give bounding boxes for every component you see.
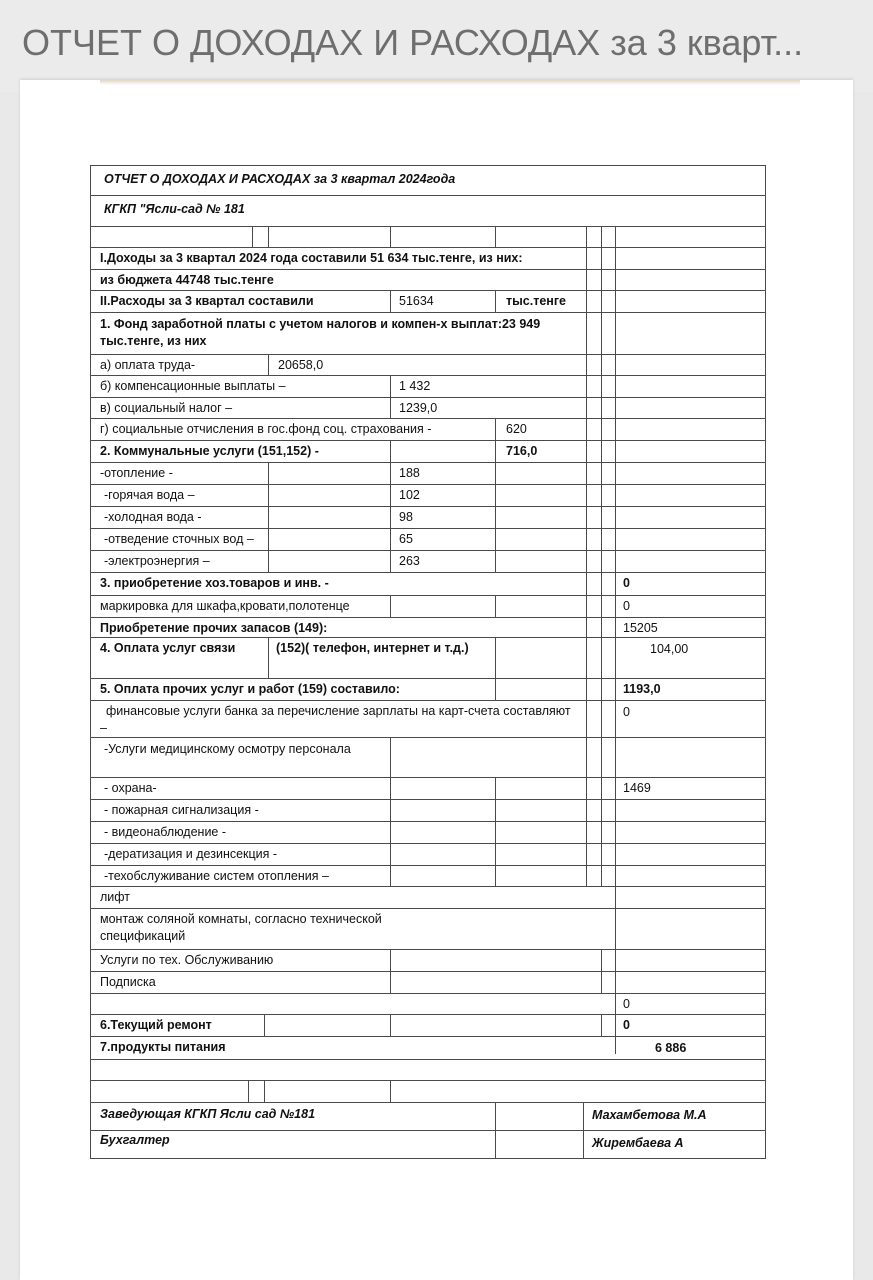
- accountant-label: Бухгалтер: [100, 1133, 170, 1147]
- social-label: г) социальные отчисления в гос.фонд соц. страхования -: [100, 422, 432, 436]
- sewer-value: 65: [399, 532, 413, 546]
- food-label: 7.продукты питания: [100, 1040, 226, 1054]
- income-line: I.Доходы за 3 квартал 2024 года составили 51 634 тыс.тенге, из них:: [100, 251, 523, 265]
- hot-water-label: -горячая вода –: [104, 488, 195, 502]
- elevator-label: лифт: [100, 890, 131, 904]
- blank-value: 0: [623, 997, 630, 1011]
- heating-value: 188: [399, 466, 420, 480]
- heating-service-label: -техобслуживание систем отопления –: [104, 869, 329, 883]
- sewer-label: -отведение сточных вод –: [104, 532, 254, 546]
- supplies-value: 15205: [623, 621, 658, 635]
- fire-alarm-label: - пожарная сигнализация -: [104, 803, 259, 817]
- social-value: 620: [506, 422, 527, 436]
- electricity-value: 263: [399, 554, 420, 568]
- communication-note: (152)( телефон, интернет и т.д.): [276, 641, 469, 655]
- security-value: 1469: [623, 781, 651, 795]
- pay-value: 20658,0: [278, 358, 324, 372]
- expenses-unit: тыс.тенге: [506, 294, 567, 308]
- bank-fees-label: финансовые услуги банка за перечисление зарплаты на карт-счета составляют –: [100, 704, 571, 735]
- payroll-line: 1. Фонд заработной платы с учетом налогов и компен-х выплат:23 949 тыс.тенге, из них: [100, 317, 541, 348]
- subscription-label: Подписка: [100, 975, 156, 989]
- bank-fees-value: 0: [623, 705, 630, 719]
- pay-label: а) оплата труда-: [100, 358, 196, 372]
- utilities-label: 2. Коммунальные услуги (151,152) -: [100, 444, 319, 458]
- supplies-label: Приобретение прочих запасов (149):: [100, 621, 328, 635]
- marking-label: маркировка для шкафа,кровати,полотенце: [100, 599, 350, 613]
- electricity-label: -электроэнергия –: [104, 554, 210, 568]
- comp-value: 1 432: [399, 379, 431, 393]
- head-label: Заведующая КГКП Ясли сад №181: [100, 1107, 316, 1121]
- video-label: - видеонаблюдение -: [104, 825, 227, 839]
- org-name: КГКП "Ясли-сад № 181: [104, 202, 245, 216]
- document-title: ОТЧЕТ О ДОХОДАХ И РАСХОДАХ за 3 кварт...: [22, 22, 804, 63]
- cold-water-value: 98: [399, 510, 413, 524]
- paper-edge: [100, 80, 800, 85]
- repair-label: 6.Текущий ремонт: [100, 1018, 212, 1032]
- comp-label: б) компенсационные выплаты –: [100, 379, 286, 393]
- medical-label: -Услуги медицинскому осмотру персонала: [104, 742, 351, 756]
- food-value: 6 886: [655, 1041, 687, 1055]
- tax-value: 1239,0: [399, 401, 438, 415]
- expenses-value: 51634: [399, 294, 434, 308]
- hot-water-value: 102: [399, 488, 420, 502]
- repair-value: 0: [623, 1018, 630, 1032]
- household-label: 3. приобретение хоз.товаров и инв. -: [100, 576, 329, 590]
- tax-label: в) социальный налог –: [100, 401, 233, 415]
- head-name: Махамбетова М.А: [592, 1108, 707, 1122]
- security-label: - охрана-: [104, 781, 157, 795]
- expenses-label: II.Расходы за 3 квартал составили: [100, 294, 314, 308]
- report-table: [90, 165, 765, 1159]
- communication-value: 104,00: [650, 642, 689, 656]
- viewer-header: [0, 0, 873, 92]
- cold-water-label: -холодная вода -: [104, 510, 202, 524]
- other-services-label: 5. Оплата прочих услуг и работ (159) составило:: [100, 682, 400, 696]
- heating-label: -отопление -: [100, 466, 173, 480]
- accountant-name: Жирембаева А: [592, 1136, 684, 1150]
- utilities-value: 716,0: [506, 444, 538, 458]
- household-value: 0: [623, 576, 630, 590]
- budget-line: из бюджета 44748 тыс.тенге: [100, 273, 274, 287]
- marking-value: 0: [623, 599, 630, 613]
- deratization-label: -дератизация и дезинсекция -: [104, 847, 278, 861]
- report-title: ОТЧЕТ О ДОХОДАХ И РАСХОДАХ за 3 квартал 2024года: [104, 172, 456, 186]
- communication-label: 4. Оплата услуг связи: [100, 641, 236, 655]
- other-services-value: 1193,0: [623, 682, 661, 696]
- salt-room-label: монтаж соляной комнаты, согласно технической спецификаций: [100, 912, 382, 943]
- tech-service-label: Услуги по тех. Обслуживанию: [100, 953, 274, 967]
